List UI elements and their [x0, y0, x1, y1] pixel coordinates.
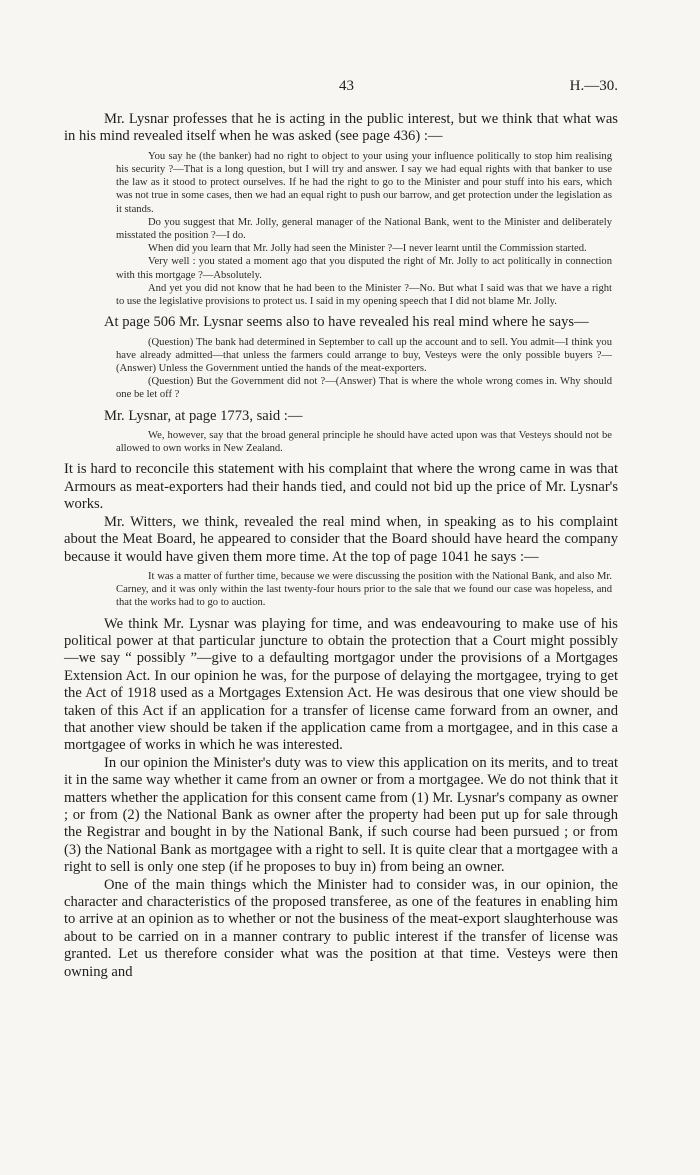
paragraph-main-things: One of the main things which the Minister had to consider was, in our opinion, the character and characteristics of the proposed transferee, as one of the features in enabling him to arrive at an opinion as to whether or not the business of the meat-export slaughterhouse was about to be carried on in a manner contrary to public interest if the transfer of license was granted. Let us therefore consider what was the position at that time. Vesteys were then owning and [64, 876, 618, 980]
paragraph-ministers-duty: In our opinion the Minister's duty was to view this application on its merits, and to treat it in the same way whether it came from an owner or from a mortgagee. We do not think that it matters whether the application for this consent came from (1) Mr. Lysnar's company as owner ; or from (2) the National Bank as owner after the property had been put up for sale through the Registrar and bought in by the National Bank, if such course had been pursued ; or from (3) the National Bank as mortgagee with a right to sell. It is quite clear that a mortgagee with a right to sell is only one step (if he proposes to buy in) from being an owner. [64, 754, 618, 876]
document-body [64, 111, 618, 981]
quote-banker-rights: You say he (the banker) had no right to object to your using your influence politically to stop him realising his security ?—That is a long question, but I will try and answer. I say we had equal rights with that banker to use the law as it stood to protect ourselves. If he had the right to go to the Minister and pour stuff into his ears, which was not true in some cases, then we had an equal right to push our barrow, and get protection under the legislation as it stands. [116, 150, 612, 215]
quote-broad-principle: We, however, say that the broad general principle he should have acted upon was that Vesteys should not be allowed to own works in New Zealand. [116, 430, 612, 455]
quote-learn-jolly: When did you learn that Mr. Jolly had seen the Minister ?—I never learnt until the Commission started. [148, 243, 587, 255]
paragraph-reconcile-statement: It is hard to reconcile this statement with his complaint that where the wrong came in was that Armours as meat-exporters had their hands tied, and could not bid up the price of Mr. Lysnar's works. [64, 461, 618, 513]
paragraph-page-506: At page 506 Mr. Lysnar seems also to have revealed his real mind where he says— [104, 314, 589, 331]
quote-bank-determined: (Question) The bank had determined in September to call up the account and to sell. You admit—I think you have already admitted—that unless the farmers could arrange to buy, Vesteys were the only possible buyers ?—(Answer) Unless the Government untied the hands of the meat-exporters. [116, 336, 612, 375]
quote-disputed-right: Very well : you stated a moment ago that you disputed the right of Mr. Jolly to act politically in connection with this mortgage ?—Absolutely. [116, 256, 612, 281]
paragraph-witters: Mr. Witters, we think, revealed the real mind when, in speaking as to his complaint about the Meat Board, he appeared to consider that the Board should have heard the company because it would have given them more time. At the top of page 1041 he says :— [64, 513, 618, 565]
paragraph-playing-for-time: We think Mr. Lysnar was playing for time, and was endeavouring to make use of his political power at that particular juncture to obtain the protection that a Court might possibly—we say “ possibly ”—give to a defaulting mortgagor under the provisions of a Mortgages Extension Act. In our opinion he was, for the purpose of delaying the mortgagee, trying to get the Act of 1918 used as a Mortgages Extension Act. He was desirous that one view should be taken of this Act if an application for a transfer of license came forward from an owner, and that another view should be taken if the application came from a mortgagee, and in this case a mortgagee of works in which he was interested. [64, 615, 618, 754]
page-header [64, 78, 618, 102]
quote-jolly-misstated: Do you suggest that Mr. Jolly, general manager of the National Bank, went to the Minister and deliberately misstated the position ?—I do. [116, 216, 612, 242]
document-reference: H.—30. [569, 78, 618, 94]
quote-further-time: It was a matter of further time, because we were discussing the position with the National Bank, and also Mr. Carney, and it was only within the last twenty-four hours prior to the sale that we found our case was hopeless, and that the works had to go to auction. [116, 570, 612, 609]
quote-government-did-not: (Question) But the Government did not ?—(Answer) That is where the whole wrong comes in. Why should one be let off ? [116, 376, 612, 401]
paragraph-page-1773: Mr. Lysnar, at page 1773, said :— [104, 407, 303, 424]
quote-legislative-provisions: And yet you did not know that he had been to the Minister ?—No. But what I said was that we have a right to use the legislative provisions to protect us. I said in my opening speech that I did not blame Mr. Jolly. [116, 282, 612, 308]
page-number: 43 [339, 78, 354, 94]
paragraph-lysnar-interest: Mr. Lysnar professes that he is acting in the public interest, but we think that what was in his mind revealed itself when he was asked (see page 436) :— [64, 111, 618, 145]
